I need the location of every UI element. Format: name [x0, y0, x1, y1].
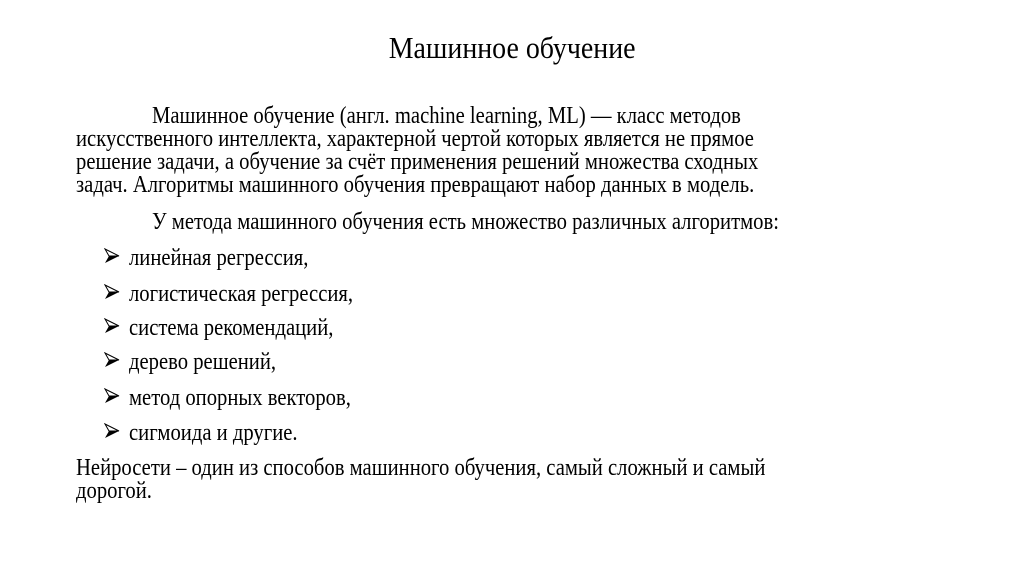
arrow-bullet-icon — [104, 388, 120, 404]
arrow-bullet-icon — [104, 284, 120, 300]
intro-line: Машинное обучение (англ. machine learning, ML) — класс методов — [152, 103, 741, 129]
slide-title — [0, 30, 1024, 66]
arrow-bullet-icon — [104, 248, 120, 264]
arrow-bullet-icon — [104, 352, 120, 368]
conclusion-line: Нейросети – один из способов машинного обучения, самый сложный и самый — [76, 455, 766, 481]
arrow-bullet-icon — [104, 423, 120, 439]
intro-line: искусственного интеллекта, характерной чертой которых является не прямое — [76, 126, 754, 152]
intro-line: решение задачи, а обучение за счёт применения решений множества сходных — [76, 149, 759, 175]
list-item-text: дерево решений, — [129, 349, 277, 375]
conclusion-line: дорогой. — [76, 478, 152, 504]
list-item-text: линейная регрессия, — [129, 245, 309, 271]
list-item-text: метод опорных векторов, — [129, 385, 351, 411]
slide-title-text: Машинное обучение — [388, 30, 636, 65]
arrow-bullet-icon — [104, 318, 120, 334]
list-item-text: сигмоида и другие. — [129, 420, 298, 446]
algorithms-intro: У метода машинного обучения есть множество различных алгоритмов: — [152, 209, 779, 235]
list-item-text: логистическая регрессия, — [129, 281, 354, 307]
intro-line: задач. Алгоритмы машинного обучения превращают набор данных в модель. — [76, 172, 755, 198]
list-item-text: система рекомендаций, — [129, 315, 334, 341]
